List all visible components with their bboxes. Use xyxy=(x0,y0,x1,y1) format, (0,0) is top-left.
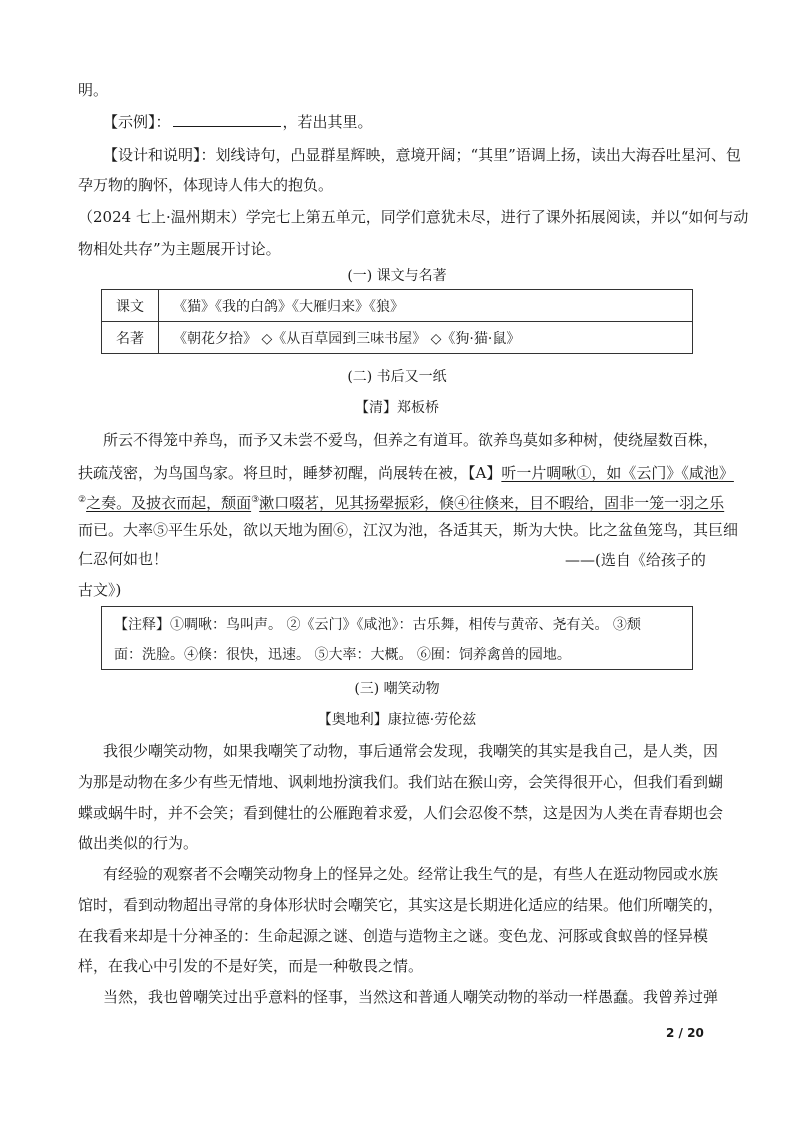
annotation-line: 面：洗脸。④倏：很快，迅速。 ⑤大率：大概。 ⑥囿：饲养禽兽的园地。 xyxy=(114,647,571,663)
design-line-2: 孕万物的胸怀，体现诗人伟大的抱负。 xyxy=(78,176,334,194)
source-note: ——(选自《给孩子的 xyxy=(565,551,706,569)
essay-line: 蝶或蜗牛时，并不会笑；看到健壮的公雁跑着求爱，人们会忍俊不禁，这是因为人类在青春期也会 xyxy=(78,804,724,822)
row-content: 《朝花夕拾》 ◇《从百草园到三味书屋》 ◇《狗·猫·鼠》 xyxy=(159,322,693,354)
passage-line: 所云不得笼中养鸟，而予又未尝不爱鸟，但养之有道耳。欲养鸟莫如多种树，使绕屋数百株， xyxy=(103,431,719,449)
passage-line: 而已。大率⑤平生乐处，欲以天地为囿⑥，江汉为池，各适其天，斯为大快。比之盆鱼笼鸟，其巨细 xyxy=(78,521,739,539)
section3-author: 【奥地利】康拉德·劳伦兹 xyxy=(317,712,477,728)
passage-line xyxy=(78,464,734,482)
section3-title: (三) 嘲笑动物 xyxy=(354,681,440,697)
footnote-mark: ② xyxy=(78,495,87,505)
passage-line xyxy=(78,491,724,512)
essay-line: 样，在我心中引发的不是好笑，而是一种敬畏之情。 xyxy=(78,957,424,975)
question-line-1: （2024 七上·温州期末）学完七上第五单元，同学们意犹未尽，进行了课外拓展阅读，并以“如何与动 xyxy=(78,208,749,226)
table-row xyxy=(102,290,693,322)
passage-text: 之奏。及披衣而起，颓面 xyxy=(86,494,252,512)
underlined-sentence-a: 听一片啁啾①，如《云门》《咸池》 xyxy=(501,464,734,482)
example-line xyxy=(103,113,373,131)
example-label: 【示例】： xyxy=(103,113,171,131)
page-number: 2 / 20 xyxy=(666,1026,704,1040)
essay-line: 在我看来却是十分神圣的：生命起源之谜、创造与造物主之谜。变色龙、河豚或食蚁兽的怪异模 xyxy=(78,927,709,945)
table-row xyxy=(102,322,693,354)
essay-line: 做出类似的行为。 xyxy=(78,834,199,852)
example-tail: ，若出其里。 xyxy=(282,113,373,131)
source-note-2: 古文》) xyxy=(78,581,122,599)
row-head: 名著 xyxy=(102,322,159,354)
passage-text: 漱口啜茗，见其扬翚振彩，倏④往倏来，目不暇给，固非一笼一羽之乐 xyxy=(259,494,725,512)
passage-line: 仁忍何如也！ xyxy=(78,550,169,568)
marker-a: 【A】 xyxy=(468,464,502,482)
text-line: 明。 xyxy=(78,81,109,99)
design-line-1: 【设计和说明】：划线诗句，凸显群星辉映，意境开阔；“其里”语调上扬，读出大海吞吐星河、包 xyxy=(103,146,741,164)
row-content: 《猫》《我的白鸽》《大雁归来》《狼》 xyxy=(159,290,693,322)
essay-line: 馆时，看到动物超出寻常的身体形状时会嘲笑它，其实这是长期进化适应的结果。他们所嘲笑的， xyxy=(78,896,724,914)
section2-author: 【清】郑板桥 xyxy=(355,400,439,416)
section2-title: (二) 书后又一纸 xyxy=(347,369,447,385)
section1-title: (一) 课文与名著 xyxy=(347,268,447,284)
answer-blank xyxy=(173,114,281,127)
footnote-mark: ③ xyxy=(251,495,260,505)
question-line-2: 物相处共存”为主题展开讨论。 xyxy=(78,240,281,258)
row-head: 课文 xyxy=(102,290,159,322)
essay-line: 为那是动物在多少有些无情地、讽刺地扮演我们。我们站在猴山旁，会笑得很开心，但我们看到蝴 xyxy=(78,773,724,791)
annotation-box xyxy=(101,606,693,670)
essay-line: 有经验的观察者不会嘲笑动物身上的怪异之处。经常让我生气的是，有些人在逛动物园或水族 xyxy=(103,865,719,883)
essay-line: 我很少嘲笑动物，如果我嘲笑了动物，事后通常会发现，我嘲笑的其实是我自己，是人类，因 xyxy=(103,742,719,760)
passage-text: 扶疏茂密，为鸟国鸟家。将旦时，睡梦初醒，尚展转在被， xyxy=(78,464,469,482)
essay-line: 当然，我也曾嘲笑过出乎意料的怪事，当然这和普通人嘲笑动物的举动一样愚蠢。我曾养过弹 xyxy=(103,988,719,1006)
works-table xyxy=(101,289,693,354)
annotation-line: 【注释】①啁啾：鸟叫声。 ②《云门》《咸池》：古乐舞，相传与黄帝、尧有关。 ③颓 xyxy=(114,617,641,633)
